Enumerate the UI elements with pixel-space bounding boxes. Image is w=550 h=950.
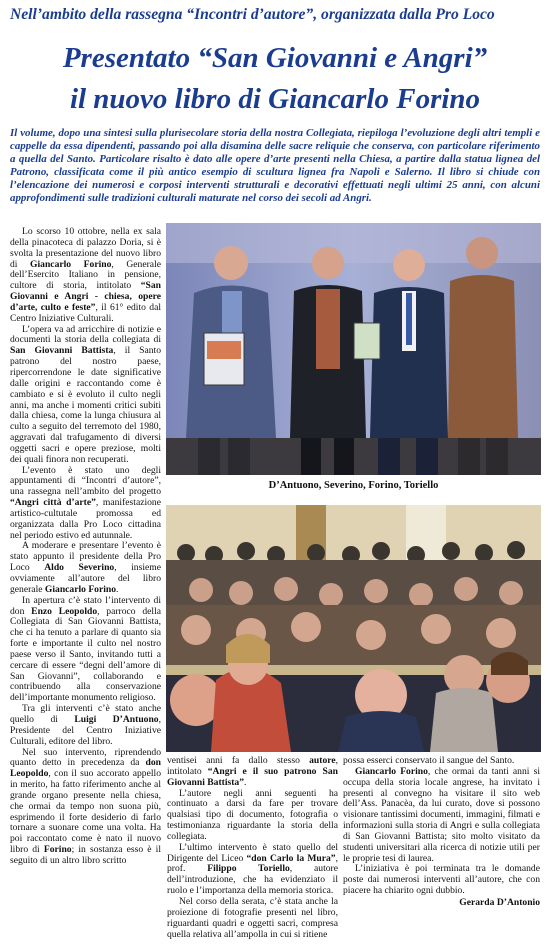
text: , il Santo patrono del nostro paese, ripercorrendone le date significative dalle origini e raccontando come è cambiato e si è evoluto il culto negli anni, ma anche i momenti critici subiti dalla chiesa, come la lunga chiusura al culto a seguito del terremoto del 1980, aggravati dal trafugamento di diversi oggetti sacri e opere preziose, molti dei quali finora non recuperati. — [10, 345, 161, 465]
photo-presenters — [166, 223, 541, 475]
paragraph — [343, 767, 540, 865]
project-name: “Angri città d’arte” — [10, 497, 96, 509]
book-title: “Angri e il suo patrono San Giovanni Battista” — [167, 765, 338, 788]
paragraph: L’iniziativa è poi terminata tra le domande poste dai numerosi interventi all’autore, che con piacere ha chiarito ogni dubbio. — [343, 863, 540, 897]
text: In apertura c’è stato l’intervento di don — [10, 594, 161, 617]
person-name: Luigi D’Antuono — [74, 713, 159, 725]
school-name: “don Carlo la Mura” — [246, 852, 336, 864]
text: , Generale dell’Esercito Italiano in pensione, cultore di storia, intitolato — [10, 258, 161, 292]
text: , con il suo accorato appello in merito, ha fatto riferimento anche al grande organo presente nella chiesa, che ormai da tempo non suona più, esprimendo il forte desiderio di farlo tornare a suonare come una volta. Ha poi raccontato come è nato il nuovo libro di — [10, 768, 161, 856]
paragraph — [10, 748, 161, 867]
text: Lo scorso 10 ottobre, nella ex sala della pinacoteca di palazzo Doria, si è svolta la presentazione del nuovo libro di — [10, 226, 161, 270]
text: Tra gli interventi c’è stato anche quello di — [10, 703, 161, 725]
text: , parroco della Collegiata di San Giovanni Battista, che ci ha tenuto a parlare di quanto sia forte e importante il culto nel nostro paese verso il Santo, invitando tutti a cercare di essere “degni dell’amore di San Giovanni”, collaborando e contribuendo alla conservazione dell’importante monumento religioso. — [10, 605, 162, 704]
person-name: Giancarlo Forino — [355, 765, 428, 777]
text: , manifestazione artistico-cultutale promossa ed organizzata dalla Pro Loco cittadina nel periodo estivo ed autunnale. — [10, 497, 161, 541]
text: , Presidente del Centro Iniziative Culturali, editore del libro. — [10, 713, 161, 747]
text: ventisei anni fa dallo stesso — [167, 755, 310, 766]
person-name: Forino — [43, 844, 72, 856]
text: . — [116, 583, 119, 595]
paragraph — [10, 596, 161, 704]
text: L’ultimo intervento è stato quello del Dirigente del Liceo — [167, 841, 338, 864]
text: , insieme ovviamente all’autore del libro generale — [10, 562, 161, 595]
person-name: Giancarlo Forino — [44, 583, 117, 595]
paragraph — [167, 843, 338, 897]
headline — [0, 38, 550, 120]
author-signature: Gerarda D’Antonio — [459, 896, 540, 908]
paragraph — [10, 704, 161, 747]
lead-paragraph: Il volume, dopo una sintesi sulla plurisecolare storia della nostra Collegiata, riepiloga l’evoluzione degli altri templi e cappelle da essa dipendenti, passando poi alla disamina delle sacre reliquie che conserva, con particolare riferimento a quella del Santo. Particolare risalto è dato alle opere d’arte presenti nella Chiesa, a partire dalla statua lignea del Patrono, classificata come il più antico esempio di scultura lignea fra Napoli e Salerno. Il libro si chiude con l’elencazione dei numerosi e corposi interventi strutturali e decorativi effettuati negli ultimi 25 anni, con alcuni approfondimenti sulle tradizioni culturali maturate nel corso dei secoli ad Angri. — [10, 127, 540, 204]
paragraph — [10, 541, 161, 595]
person-name: Filippo Toriello — [207, 863, 290, 875]
paragraph — [10, 466, 161, 542]
kicker: Nell’ambito della rassegna “Incontri d’autore”, organizzata dalla Pro Loco — [10, 6, 495, 23]
presenters-photo-illustration — [166, 223, 541, 475]
paragraph — [10, 325, 161, 466]
text: ; in sostanza esso è il seguito di un altro libro scritto — [10, 844, 161, 866]
person-name: Enzo Leopoldo — [31, 605, 98, 617]
paragraph: L’autore negli anni seguenti ha continuato a darsi da fare per trovare qualsiasi tipo di documento, fotografia o testimonianza riguardante la storia della collegiata. — [167, 787, 338, 842]
book-title: “San Giovanni e Angri - chiesa, opere d’arte, culto e feste” — [10, 280, 161, 313]
text: , intitolato — [167, 755, 338, 777]
headline-line-1: Presentato “San Giovanni e Angri” — [62, 42, 488, 74]
person-name: don Leopoldo — [10, 757, 161, 780]
person-name: Aldo Severino — [44, 562, 115, 574]
person-name: Giancarlo Forino — [30, 258, 112, 270]
text: , prof. — [167, 852, 338, 875]
article-column-2 — [167, 756, 338, 940]
text: Nel suo intervento, riprendendo quanto detto in precedenza da — [10, 746, 161, 769]
headline-line-2: il nuovo libro di Giancarlo Forino — [69, 83, 481, 115]
article-column-3 — [343, 756, 540, 909]
text: L’opera va ad arricchire di notizie e documenti la storia della collegiata di — [10, 323, 161, 346]
text: L’evento è stato uno degli appuntamenti di “Incontri d’autore”, una rassegna nell’ambito del progetto — [10, 464, 161, 498]
paragraph: Nel corso della serata, c’è stata anche la proiezione di fotografie presenti nel libro, riguardanti quadri e oggetti sacri, compresa quella relativa all’ampolla in cui si ritiene — [167, 895, 338, 940]
audience-photo-illustration — [166, 505, 541, 752]
paragraph — [167, 756, 338, 789]
text: , che ormai da tanti anni si occupa della storia locale angrese, ha invitato i presenti al convegno ha visitare il sito web dell’Ass. Panacèa, da lui curato, dove si possono visionare tantissimi documenti, immagini, filmati e informazioni sulla storia di Angri e sulla collegiata di San Giovanni Battista; sito molto visitato da studenti universitari alla ricerca di notizie utili per le proprie tesi di laurea. — [343, 765, 540, 864]
text: A moderare e presentare l’evento è stato appunto il presidente della Pro Loco — [10, 540, 161, 574]
article-column-1 — [10, 227, 161, 867]
text: . — [244, 776, 247, 788]
author-ref: autore — [309, 755, 336, 766]
church-name: San Giovanni Battista — [10, 345, 114, 357]
text: , il 61° edito dal Centro Iniziative Culturali. — [10, 301, 161, 324]
text: , autore dell’introduzione, che ha evidenziato il ruolo e l’importanza della memoria storica. — [167, 863, 338, 897]
photo-audience — [166, 505, 541, 752]
photo-caption: D’Antuono, Severino, Forino, Toriello — [268, 480, 439, 491]
paragraph: possa esserci conservato il sangue del Santo. — [343, 755, 515, 766]
paragraph — [10, 227, 161, 325]
